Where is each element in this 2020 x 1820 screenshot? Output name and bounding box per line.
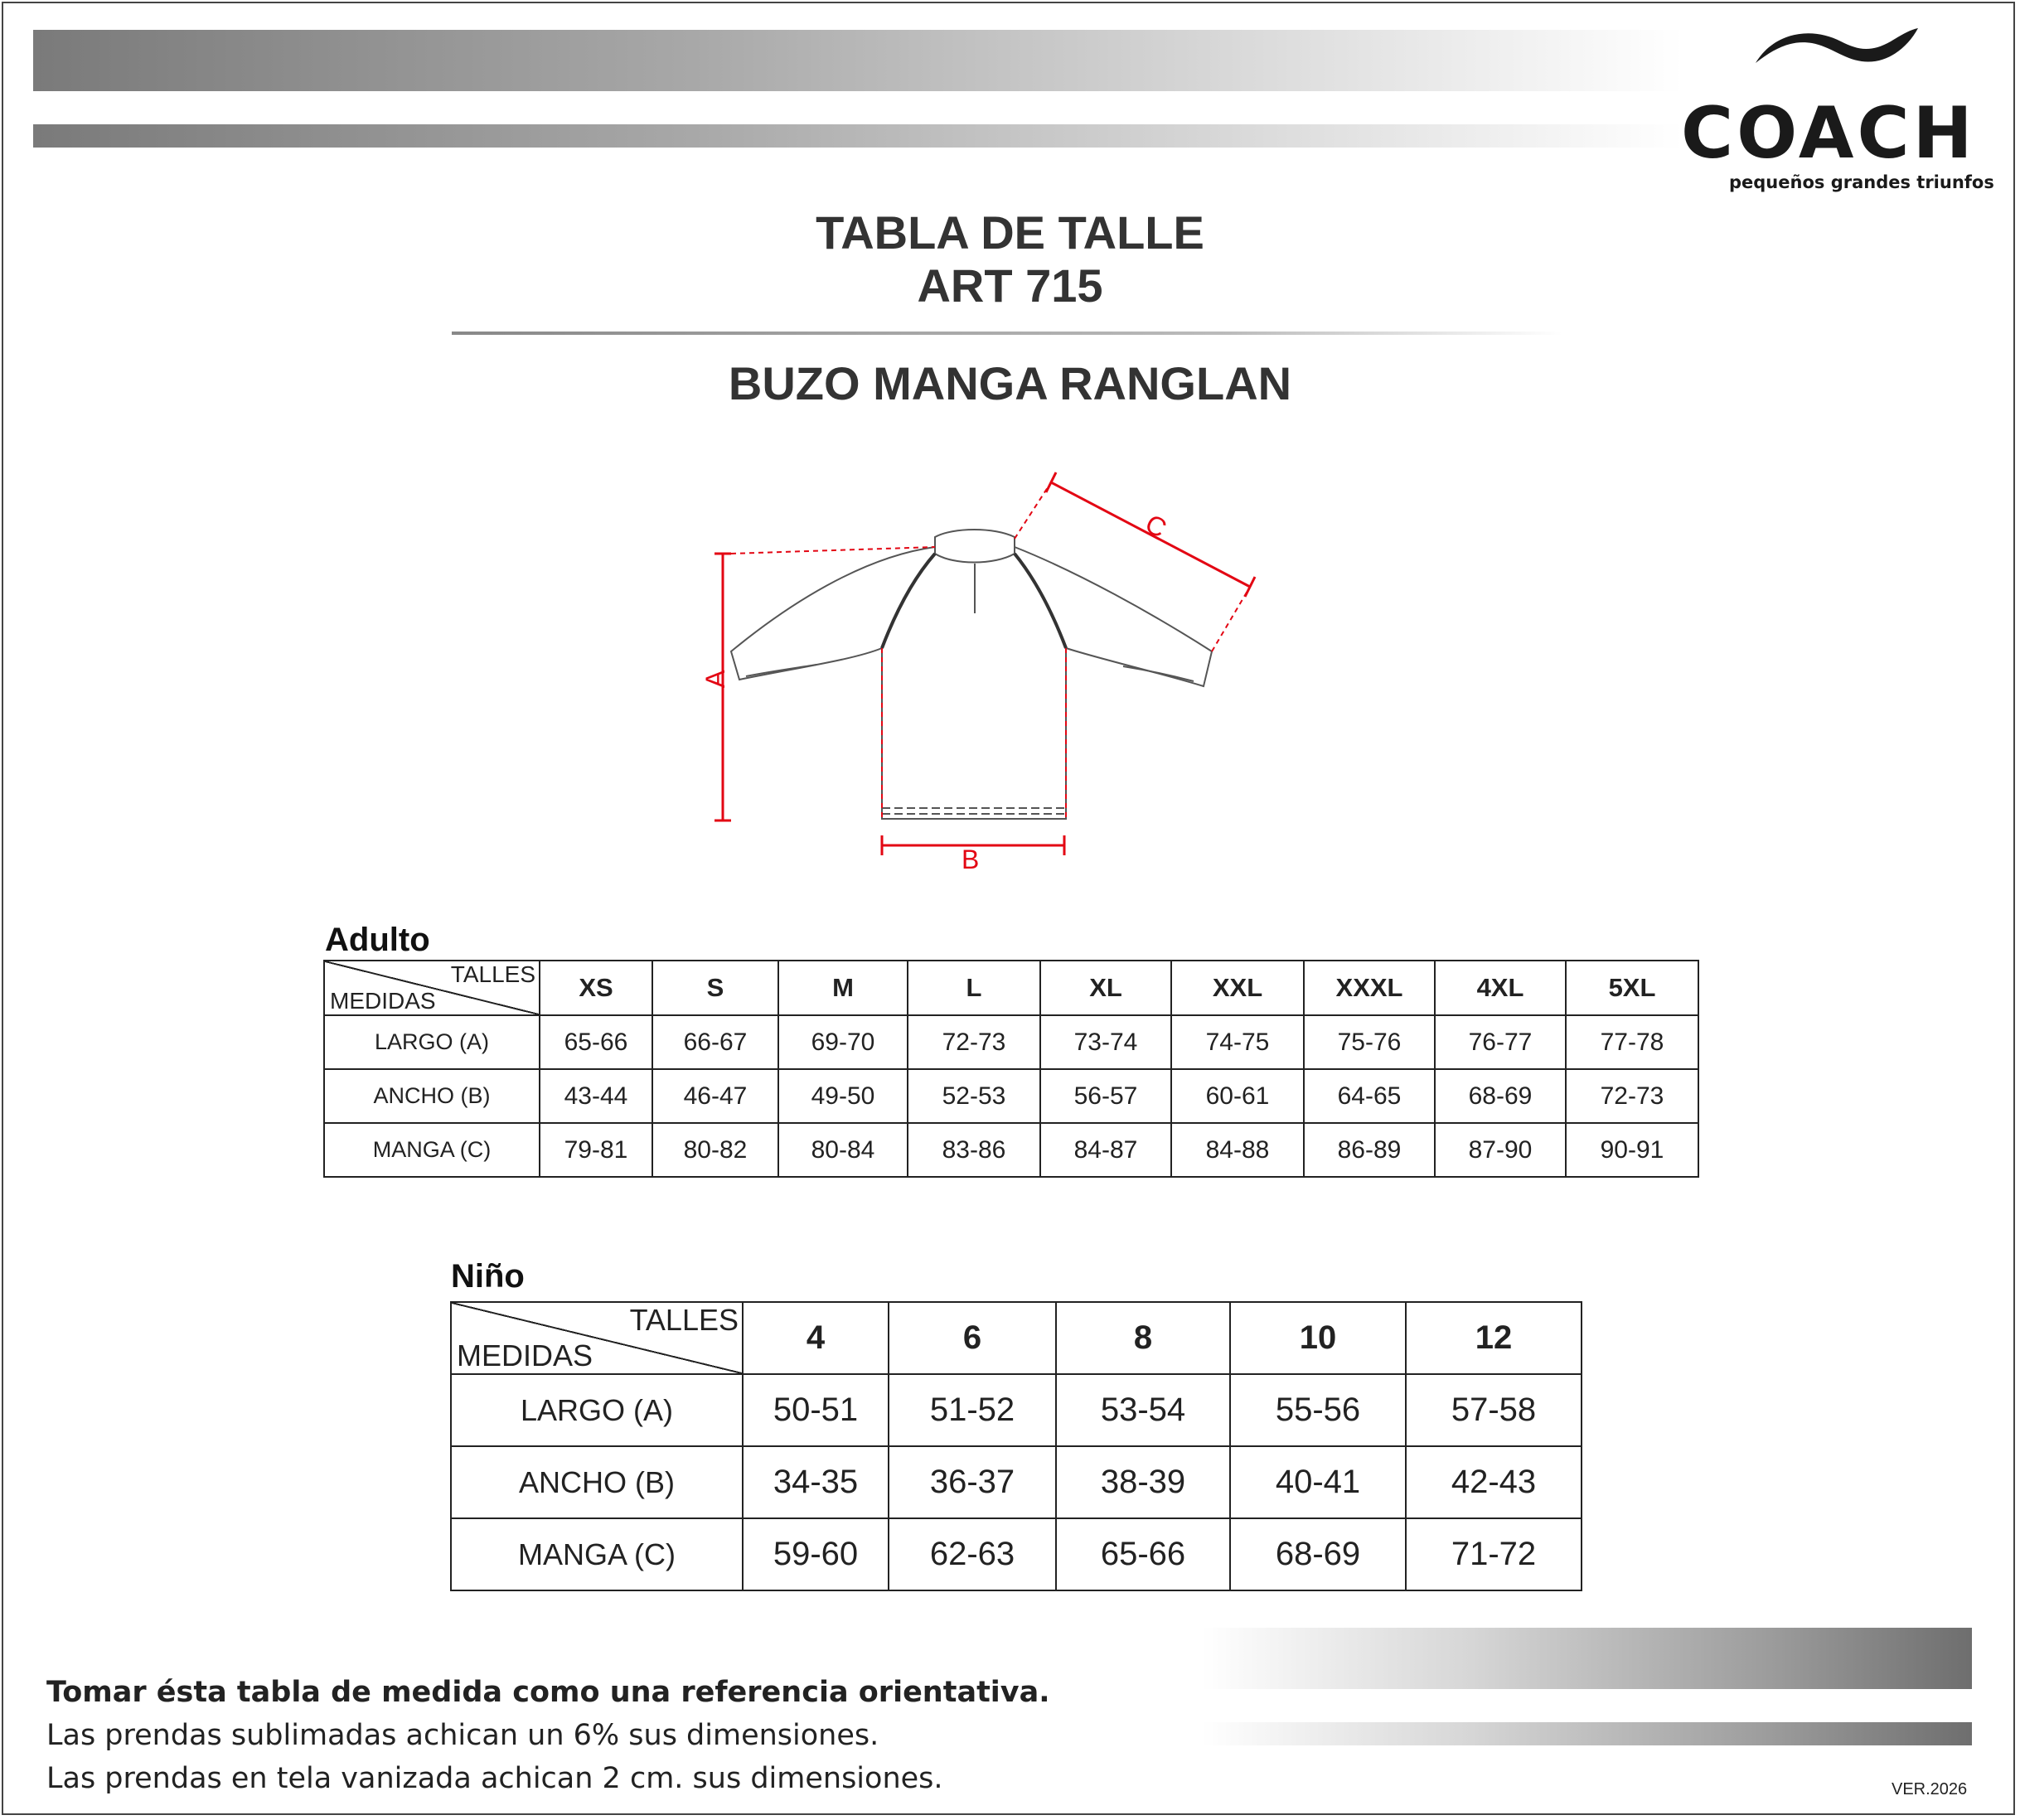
size-header: 5XL	[1566, 961, 1698, 1015]
table-cell: 46-47	[652, 1069, 778, 1123]
table-cell: 62-63	[889, 1518, 1056, 1590]
note-sublimated: Las prendas sublimadas achican un 6% sus dimensiones.	[46, 1719, 879, 1752]
adult-corner-cell	[324, 961, 540, 1015]
logo-tagline: pequeños grandes triunfos	[1729, 172, 1994, 192]
table-cell: 86-89	[1304, 1123, 1435, 1177]
table-cell: 83-86	[908, 1123, 1040, 1177]
measure-label-b: B	[962, 845, 980, 874]
table-cell: 72-73	[908, 1015, 1040, 1069]
corner-talles-label: TALLES	[629, 1303, 739, 1337]
adult-header-row	[324, 961, 1698, 1015]
table-cell: 38-39	[1056, 1446, 1230, 1518]
table-cell: 65-66	[540, 1015, 652, 1069]
size-header: 4XL	[1435, 961, 1566, 1015]
table-cell: 59-60	[743, 1518, 889, 1590]
size-header: L	[908, 961, 1040, 1015]
header-gradient-bar	[33, 30, 1683, 91]
table-row	[451, 1374, 1582, 1446]
table-cell: 53-54	[1056, 1374, 1230, 1446]
table-cell: 51-52	[889, 1374, 1056, 1446]
corner-medidas-label: MEDIDAS	[457, 1338, 593, 1372]
size-header: XS	[540, 961, 652, 1015]
size-header: 10	[1230, 1302, 1406, 1374]
kids-size-table	[450, 1301, 1582, 1591]
table-cell: 84-88	[1171, 1123, 1304, 1177]
table-cell: 52-53	[908, 1069, 1040, 1123]
product-name: BUZO MANGA RANGLAN	[728, 357, 1292, 409]
table-cell: 56-57	[1040, 1069, 1171, 1123]
table-cell: 55-56	[1230, 1374, 1406, 1446]
row-label: LARGO (A)	[451, 1374, 743, 1446]
table-cell: 64-65	[1304, 1069, 1435, 1123]
measure-label-c: C	[1141, 508, 1172, 544]
table-cell: 72-73	[1566, 1069, 1698, 1123]
table-cell: 77-78	[1566, 1015, 1698, 1069]
table-cell: 90-91	[1566, 1123, 1698, 1177]
row-label: LARGO (A)	[324, 1015, 540, 1069]
table-cell: 71-72	[1406, 1518, 1582, 1590]
table-cell: 76-77	[1435, 1015, 1566, 1069]
table-cell: 49-50	[778, 1069, 908, 1123]
table-cell: 80-84	[778, 1123, 908, 1177]
table-cell: 43-44	[540, 1069, 652, 1123]
table-row	[324, 1123, 1698, 1177]
table-cell: 69-70	[778, 1015, 908, 1069]
table-row	[451, 1518, 1582, 1590]
table-cell: 57-58	[1406, 1374, 1582, 1446]
table-row	[451, 1446, 1582, 1518]
row-label: ANCHO (B)	[324, 1069, 540, 1123]
table-cell: 74-75	[1171, 1015, 1304, 1069]
size-header: 12	[1406, 1302, 1582, 1374]
table-cell: 42-43	[1406, 1446, 1582, 1518]
note-reference: Tomar ésta tabla de medida como una referencia orientativa.	[46, 1676, 1050, 1709]
table-cell: 73-74	[1040, 1015, 1171, 1069]
table-row	[324, 1069, 1698, 1123]
table-cell: 84-87	[1040, 1123, 1171, 1177]
kids-header-row	[451, 1302, 1582, 1374]
table-cell: 65-66	[1056, 1518, 1230, 1590]
header-gradient-strip	[33, 124, 1683, 148]
size-header: XXXL	[1304, 961, 1435, 1015]
size-header: 6	[889, 1302, 1056, 1374]
logo-wave-icon	[1754, 23, 1920, 73]
table-row	[324, 1015, 1698, 1069]
measure-label-a: A	[700, 670, 730, 688]
table-cell: 87-90	[1435, 1123, 1566, 1177]
size-header: XL	[1040, 961, 1171, 1015]
garment-diagram	[680, 464, 1276, 879]
note-vanizada: Las prendas en tela vanizada achican 2 cm. sus dimensiones.	[46, 1762, 943, 1795]
size-header: M	[778, 961, 908, 1015]
table-cell: 68-69	[1230, 1518, 1406, 1590]
adult-section-title: Adulto	[325, 922, 430, 958]
corner-medidas-label: MEDIDAS	[330, 988, 436, 1014]
article-number: ART 715	[917, 259, 1103, 312]
row-label: ANCHO (B)	[451, 1446, 743, 1518]
kids-corner-cell	[451, 1302, 743, 1374]
footer-gradient-strip	[1202, 1722, 1972, 1745]
size-header: 4	[743, 1302, 889, 1374]
logo-wordmark: COACH	[1681, 92, 1976, 175]
table-cell: 68-69	[1435, 1069, 1566, 1123]
table-cell: 60-61	[1171, 1069, 1304, 1123]
table-cell: 66-67	[652, 1015, 778, 1069]
table-cell: 50-51	[743, 1374, 889, 1446]
size-header: 8	[1056, 1302, 1230, 1374]
page-title: TABLA DE TALLE	[816, 206, 1204, 259]
kids-section-title: Niño	[451, 1258, 525, 1295]
table-cell: 40-41	[1230, 1446, 1406, 1518]
corner-talles-label: TALLES	[450, 961, 535, 987]
title-divider	[452, 332, 1562, 335]
table-cell: 80-82	[652, 1123, 778, 1177]
footer-gradient-bar	[1202, 1628, 1972, 1689]
coach-logo	[1674, 23, 1994, 192]
adult-size-table	[323, 960, 1699, 1178]
table-cell: 79-81	[540, 1123, 652, 1177]
size-header: XXL	[1171, 961, 1304, 1015]
table-cell: 34-35	[743, 1446, 889, 1518]
table-cell: 36-37	[889, 1446, 1056, 1518]
row-label: MANGA (C)	[451, 1518, 743, 1590]
version-label: VER.2026	[1892, 1780, 1968, 1798]
row-label: MANGA (C)	[324, 1123, 540, 1177]
sweatshirt-outline	[731, 530, 1212, 819]
table-cell: 75-76	[1304, 1015, 1435, 1069]
size-header: S	[652, 961, 778, 1015]
